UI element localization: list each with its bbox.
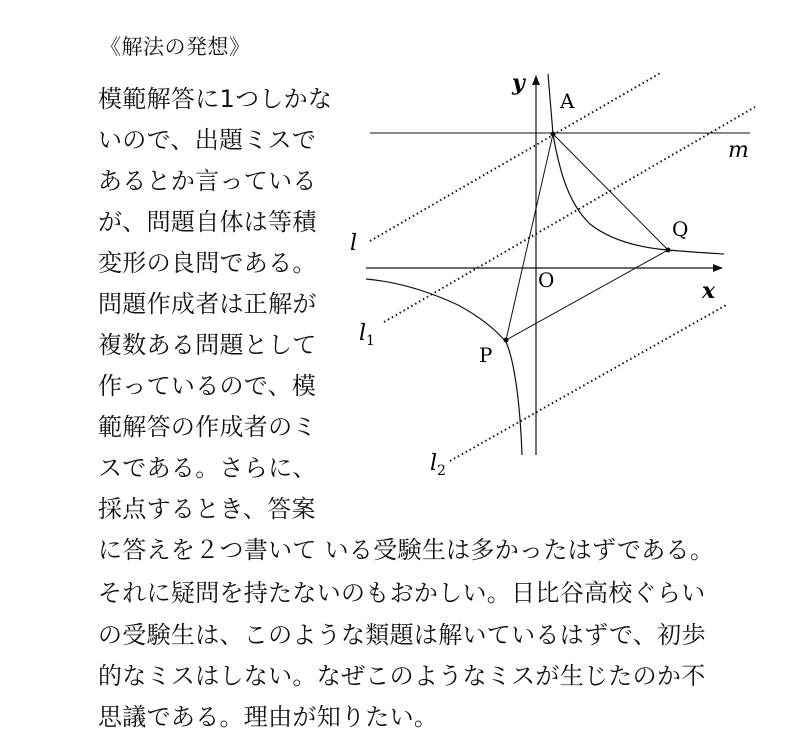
heading-title: 《解法の発想》 bbox=[100, 35, 251, 59]
point-q-label: Q bbox=[672, 217, 689, 241]
line-l-label: l bbox=[350, 231, 358, 256]
text-line: 採点するとき、答案 bbox=[98, 495, 316, 523]
segment-aq bbox=[553, 134, 668, 250]
segment-pq bbox=[506, 250, 668, 340]
text-line: スである。さらに、 bbox=[98, 454, 317, 482]
text-line: 問題作成者は正解が bbox=[98, 290, 317, 318]
text-line: いので、出題ミスで bbox=[98, 126, 317, 154]
geometry-diagram bbox=[340, 60, 770, 490]
line-l bbox=[370, 72, 662, 241]
text-line: に答えを２つ書いて いる受験生は多かったはずである。 bbox=[98, 536, 715, 564]
point-p-label: P bbox=[479, 343, 493, 367]
origin-label: O bbox=[538, 268, 555, 292]
text-line: の受験生は、このような類題は解いているはずで、初歩 bbox=[98, 621, 706, 649]
text-line: 思議である。理由が知りたい。 bbox=[98, 703, 439, 731]
line-l1 bbox=[384, 107, 755, 322]
point-q-dot bbox=[666, 248, 671, 253]
y-axis-label: y bbox=[512, 70, 525, 96]
text-line: 範解答の作成者のミ bbox=[98, 413, 317, 441]
point-a-label: A bbox=[560, 89, 575, 113]
line-l2-main: l bbox=[430, 451, 438, 476]
x-axis-label: x bbox=[702, 278, 716, 304]
line-l2-subscript: 2 bbox=[437, 463, 446, 479]
line-l2-label bbox=[430, 451, 446, 479]
text-line: 作っているので、模 bbox=[98, 372, 317, 400]
point-p-dot bbox=[504, 338, 509, 343]
text-line: 的なミスはしない。なぜこのようなミスが生じたのか不 bbox=[98, 662, 706, 690]
text-line: 模範解答に1つしかな bbox=[98, 85, 333, 113]
text-line: 複数ある問題として bbox=[98, 331, 317, 359]
line-l1-main: l bbox=[359, 321, 367, 346]
segment-ap bbox=[506, 134, 553, 340]
hyperbola-lower-branch bbox=[366, 279, 522, 455]
text-line: が、問題自体は等積 bbox=[98, 208, 317, 236]
text-line: あるとか言っている bbox=[98, 167, 317, 195]
line-m-label: m bbox=[728, 138, 749, 163]
line-l1-label bbox=[359, 321, 375, 349]
text-line: 変形の良問である。 bbox=[98, 249, 317, 277]
point-a-dot bbox=[551, 132, 556, 137]
text-line: それに疑問を持たないのもおかしい。日比谷高校ぐらい bbox=[98, 579, 706, 607]
line-l1-subscript: 1 bbox=[366, 333, 375, 349]
